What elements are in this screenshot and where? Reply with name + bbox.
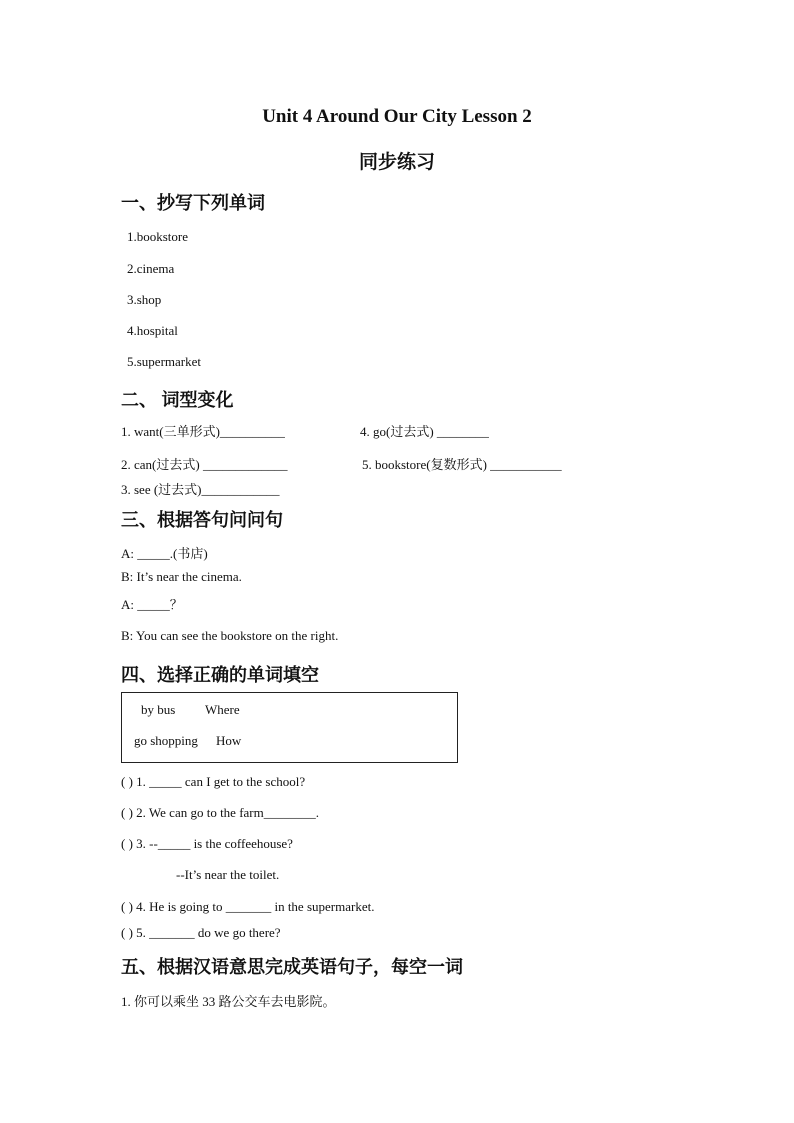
section-2-heading: 二、 词型变化 bbox=[121, 390, 234, 410]
section-2-item: 4. go(过去式) ________ bbox=[360, 424, 489, 439]
exercise-item: ( ) 2. We can go to the farm________. bbox=[121, 805, 319, 820]
dialogue-line: B: It’s near the cinema. bbox=[121, 569, 242, 584]
dialogue-line: B: You can see the bookstore on the right. bbox=[121, 628, 339, 643]
exercise-item: ( ) 3. --_____ is the coffeehouse? bbox=[121, 836, 293, 851]
word-bank-item: go shopping bbox=[134, 733, 198, 748]
section-1-item: 5.supermarket bbox=[127, 354, 202, 369]
section-1-heading: 一、抄写下列单词 bbox=[121, 193, 265, 213]
word-bank-item: Where bbox=[205, 702, 240, 717]
section-5-heading: 五、根据汉语意思完成英语句子，每空一词 bbox=[121, 957, 463, 977]
exercise-answer-line: --It’s near the toilet. bbox=[176, 867, 280, 882]
translation-item: 1. 你可以乘坐 33 路公交车去电影院。 bbox=[121, 994, 336, 1009]
section-1-item: 1.bookstore bbox=[127, 229, 189, 244]
word-bank-box bbox=[121, 692, 458, 763]
word-bank-item: How bbox=[216, 733, 242, 748]
exercise-item: ( ) 5. _______ do we go there? bbox=[121, 925, 281, 940]
section-1-item: 2.cinema bbox=[127, 261, 175, 276]
section-2-item: 3. see (过去式)____________ bbox=[121, 482, 280, 497]
document-subtitle: 同步练习 bbox=[358, 152, 435, 173]
section-4-heading: 四、选择正确的单词填空 bbox=[121, 665, 319, 685]
section-2-item: 5. bookstore(复数形式) ___________ bbox=[362, 457, 562, 472]
exercise-item: ( ) 4. He is going to _______ in the supermarket. bbox=[121, 899, 375, 914]
section-1-item: 3.shop bbox=[127, 292, 162, 307]
dialogue-line: A: _____.(书店) bbox=[121, 546, 208, 561]
section-2-item: 2. can(过去式) _____________ bbox=[121, 457, 288, 472]
document-title: Unit 4 Around Our City Lesson 2 bbox=[262, 106, 532, 127]
dialogue-line: A: _____？ bbox=[121, 597, 183, 612]
section-3-heading: 三、根据答句问问句 bbox=[121, 510, 283, 530]
exercise-item: ( ) 1. _____ can I get to the school? bbox=[121, 774, 306, 789]
word-bank-item: by bus bbox=[141, 702, 176, 717]
section-2-item: 1. want(三单形式)__________ bbox=[121, 424, 285, 439]
section-1-item: 4.hospital bbox=[127, 323, 178, 338]
